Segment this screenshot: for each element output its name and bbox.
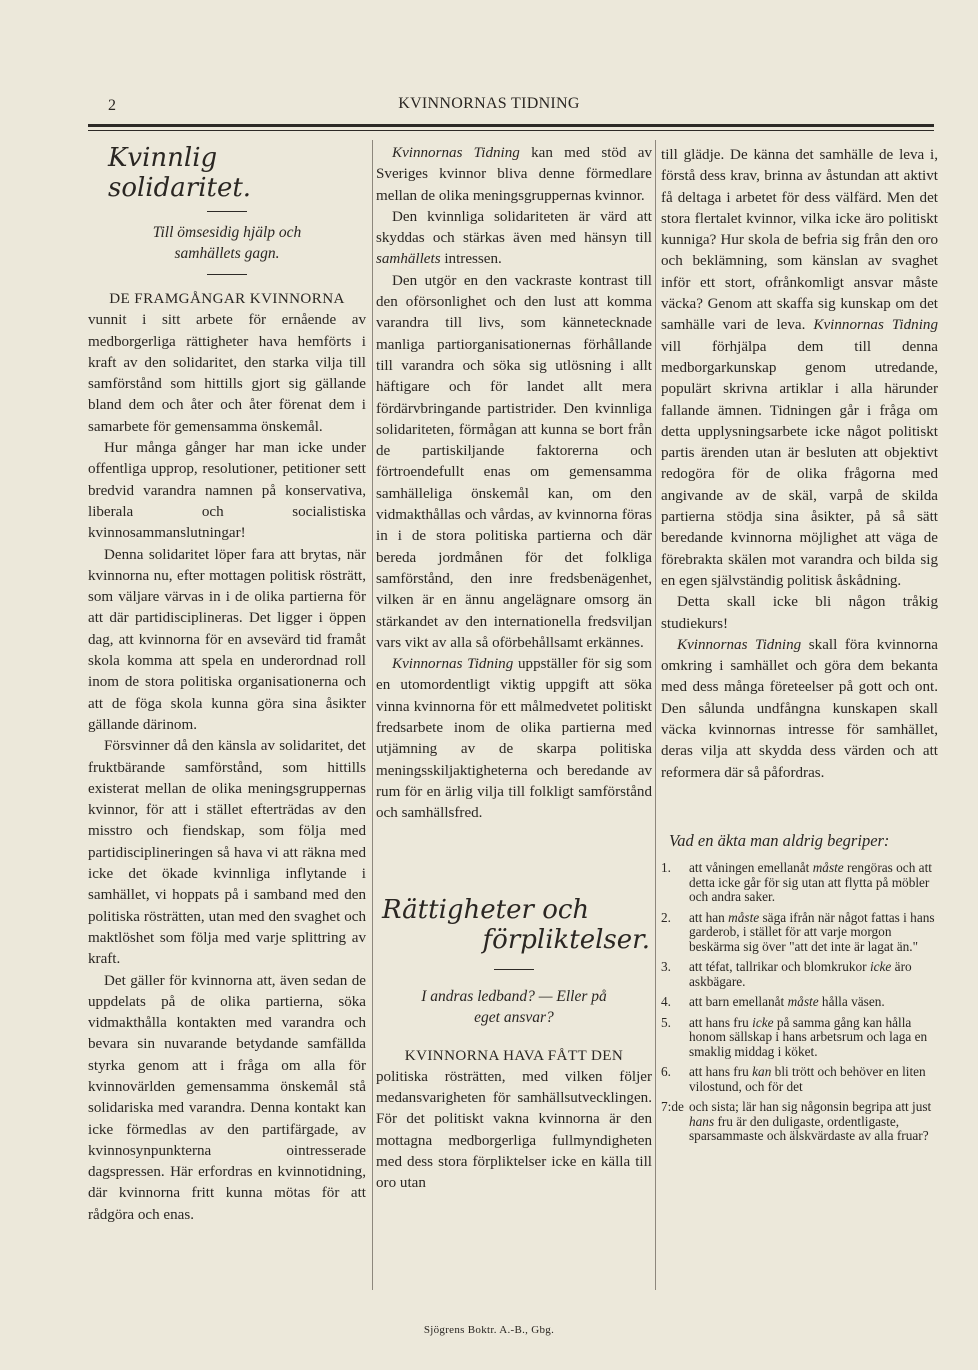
- header-rule-thick: [88, 124, 934, 127]
- paragraph-text: vunnit i sitt arbete för ernående av medborgerliga rättigheter hava hemförts i kraft av den solidaritet, den starka vilja till samförstånd som hittills gjort sig gällande bland dem och åter och åter förenat dem i samarbete för gemensamma önskemål.: [88, 312, 366, 435]
- list-item-text: att barn emellanåt måste hålla väsen.: [689, 994, 885, 1010]
- list-item-text: att hans fru kan bli trött och behöver en liten vilostund, och för det: [689, 1064, 926, 1094]
- article-subtitle-line1: Till ömsesidig hjälp och: [152, 224, 302, 241]
- list-title: Vad en äkta man aldrig begriper:: [669, 830, 890, 850]
- paragraph: [376, 1046, 652, 1195]
- publication-name: Kvinnornas Tidning: [392, 145, 520, 161]
- article-title-rattigheter-line1: Rättigheter och: [382, 894, 590, 925]
- publication-name: Kvinnornas Tidning: [677, 636, 802, 653]
- running-title: KVINNORNAS TIDNING: [398, 95, 580, 112]
- paragraph: [661, 145, 938, 592]
- list-item-number: 7:de: [661, 1099, 684, 1115]
- list-item-number: 4.: [661, 994, 671, 1010]
- article-subtitle-line2: eget ansvar?: [474, 1008, 554, 1026]
- paragraph: Denna solidaritet löper fara att brytas, när kvinnorna nu, efter mottagen politisk rösträtt, som väljare värvas in i de olika partierna för att där partidisciplineras. Det ligger i öppen dag, att kvinnorna för en avsevärd tid framåt skola komma att spela en underordnad roll inom de stora politiska organisationerna och att de föga skola kunna göra sina åsikter gällande därinom.: [88, 546, 366, 733]
- paragraph-text: vill förhjälpa dem till denna medborgarkunskap genom utredande, populärt skrivna artiklar i alla härunder fallande ämnen. Tidningen går i fråga om detta upplysningsarbete icke något politiskt partis ärenden utan är besluten att objektivt redogöra för de olika frågorna med angivande av de skäl, varpå de skilda partierna stödja sina åsikter, på så sätt beredande kvinnorna möjlighet att väga de förebrakta skälen mot varandra och bilda sig en egen självständig politisk åskådning.: [661, 338, 938, 589]
- list-item-text: att hans fru icke på samma gång kan hålla honom sällskap i hans arbetsrum och laga en smaklig middag i köket.: [689, 1014, 928, 1059]
- paragraph: Den utgör en den vackraste kontrast till den oförsonlighet och den lust att komma varandra till livs, som kännetecknade manliga partiorganisationernas förhållande till varandra och söka sig utlösning i allt häftigare och för landet allt mera fördärvbringande partistrider. Den kvinnliga solidariteten, förmågan att kunna se bort från de partiskiljande faktorerna och förtroendefullt enas om gemensamma samhälleliga önskemål kan, om den vidmakthållas och vårdas, av kvinnorna föras in i de stora politiska partierna och där bereda jordmånen för det folkliga samförstånd, den inre fredsbenägenhet, vilken är en ännu angelägnare omsorg än stärkandet av den internationella fredsviljan vars vikt av alla så oförbehållsamt erkännes.: [376, 272, 652, 651]
- paragraph: Hur många gånger har man icke under offentliga upprop, resolutioner, petitioner sett bredvid varandra namnen på konservativa, liberala och socialistiska kvinnosammanslutningar!: [88, 440, 366, 542]
- list-item-number: 6.: [661, 1064, 671, 1080]
- column-1: [88, 143, 366, 1226]
- column-2: [376, 143, 652, 1195]
- list-item: [661, 1016, 938, 1060]
- paragraph-text: till glädje. De känna det samhälle de leva i, förstå dess krav, brinna av åstundan att aktivt få deltaga i arbetet för dess välfärd. Men det stora flertalet kvinnor, vilka icke äro politiskt kunniga? Hur skola de befria sig från den oro och beklämning, som känslan av svaghet inför ett stort, ofrånkomligt ansvar måste väcka? Genom att skaffa sig kunskap om det samhälle vari de leva.: [661, 147, 938, 334]
- paragraph-text: skall föra kvinnorna omkring i samhället och göra dem bekanta med dess många företeelser på gott och ont. Den sålunda undfångna kunskapen skall väcka kvinnornas intresse för samhället, deras vilja att skydda dess värden och att reformera där så påfordras.: [661, 636, 938, 781]
- header-rule-thin: [88, 130, 934, 131]
- list-item: [661, 861, 938, 905]
- list-item-text: att våningen emellanåt måste rengöras och att detta icke går för sig utan att flytta på möbler och andra saker.: [689, 860, 932, 905]
- emphasis: måste: [728, 909, 760, 925]
- paragraph-text: kan med stöd av Sveriges kvinnor bliva denne förmedlare mellan de olika meningsgruppernas kvinnor.: [376, 145, 652, 204]
- husband-list: [661, 861, 938, 1144]
- column-3: [661, 145, 938, 1150]
- article-subtitle-line1: I andras ledband? — Eller på: [421, 987, 607, 1005]
- list-item-number: 2.: [661, 909, 671, 925]
- list-item: [661, 1100, 938, 1144]
- emphasis: kan: [752, 1064, 772, 1080]
- paragraph: Detta skall icke bli någon tråkig studiekurs!: [661, 594, 938, 632]
- paragraph: Försvinner då den känsla av solidaritet, det fruktbärande samförstånd, som hittills existerat mellan de olika meningsgruppernas kvinnor, för att i stället efterträdas av den misstro och fiendskap, som följa med partidisciplineringen så hava vi att räkna med icke det ökade kvinnliga inflytande i samhället, vi hoppats på i samband med den politiska rösträtten, utan med den svaghet och maktlöshet som följa med varje splittring av kraft.: [88, 738, 366, 968]
- emphasis: hans: [689, 1113, 715, 1129]
- list-item-text: att han måste säga ifrån när något fattas i hans garderob, i stället för att varje morgon beskärma sig över "att det inte är lagat än.": [689, 909, 935, 954]
- paragraph: [376, 654, 652, 824]
- emphasis: måste: [812, 860, 844, 876]
- title-divider: [494, 969, 534, 970]
- paragraph: [376, 143, 652, 207]
- list-item: [661, 1065, 938, 1094]
- publication-name: Kvinnornas Tidning: [392, 656, 514, 673]
- column-rule-left: [372, 140, 373, 1290]
- subtitle-divider: [207, 274, 247, 275]
- emphasis: samhällets: [376, 251, 441, 268]
- paragraph: Det gäller för kvinnorna att, även sedan de uppdelats på de olika partierna, söka vidmakthålla kontakten med varandra och bevara sin nuvarande betydande samfällda styrka genom att i fråga om alla för kvinnovärlden gemensamma önskemål stå solidariska med varandra. Denna kontakt kan icke förmedlas av den partifärgade, av kvinnosynpunkterna ointresserade dagspressen. Här erfordras en kvinnotidning, där kvinnorna fritt kunna mötas för att rådgöra och enas.: [88, 972, 366, 1223]
- emphasis: måste: [787, 994, 819, 1010]
- list-item-number: 3.: [661, 959, 671, 975]
- paragraph-text: Den kvinnliga solidariteten är värd att skyddas och stärkas även med hänsyn till: [376, 208, 652, 247]
- paragraph-text: intressen.: [444, 251, 502, 268]
- list-item-number: 5.: [661, 1014, 671, 1030]
- list-item: [661, 995, 938, 1010]
- publication-name: Kvinnornas Tidning: [813, 317, 938, 334]
- paragraph: [661, 635, 938, 784]
- paragraph: [88, 289, 366, 438]
- article-title-solidaritet: Kvinnlig solidaritet.: [108, 143, 252, 203]
- paragraph-text: politiska rösträtten, med vilken följer medansvarigheten för samhällsutvecklingen. För det politiskt vakna kvinnorna är den mottagna medborgerliga fullmyndigheten med dess stora förpliktelser icke en källa till oro utan: [376, 1068, 652, 1192]
- list-item: [661, 911, 938, 955]
- article-subtitle-line2: samhällets gagn.: [174, 245, 280, 262]
- title-divider: [207, 211, 247, 212]
- list-item-number: 1.: [661, 860, 671, 876]
- list-item-text: och sista; lär han sig någonsin begripa att just hans fru är den duligaste, ordentligaste, sparsammaste och älskvärdaste av alla fruar?: [689, 1099, 932, 1144]
- list-item-text: att téfat, tallrikar och blomkrukor icke äro askbägare.: [689, 959, 912, 989]
- printer-imprint: Sjögrens Boktr. A.-B., Gbg.: [423, 1324, 555, 1336]
- lead-caps: DE FRAMGÅNGAR KVINNORNA: [109, 291, 345, 307]
- page-number: 2: [108, 97, 116, 114]
- paragraph: [376, 207, 652, 271]
- paragraph-text: uppställer för sig som en utomordentligt viktig uppgift att söka vinna kvinnorna för ett målmedvetet politiskt fredsarbete inom de olika partierna med utjämning av de skarpa politiska meningsskiljaktigheterna och beredande av rum för en ärlig vilja till folkligt samförstånd och samhällsfred.: [376, 656, 652, 822]
- lead-caps: KVINNORNA HAVA FÅTT DEN: [404, 1047, 624, 1064]
- column-rule-right: [655, 140, 656, 1290]
- emphasis: icke: [752, 1014, 774, 1030]
- article-title-rattigheter-line2: förpliktelser.: [482, 924, 650, 955]
- emphasis: icke: [869, 959, 892, 975]
- list-item: [661, 960, 938, 989]
